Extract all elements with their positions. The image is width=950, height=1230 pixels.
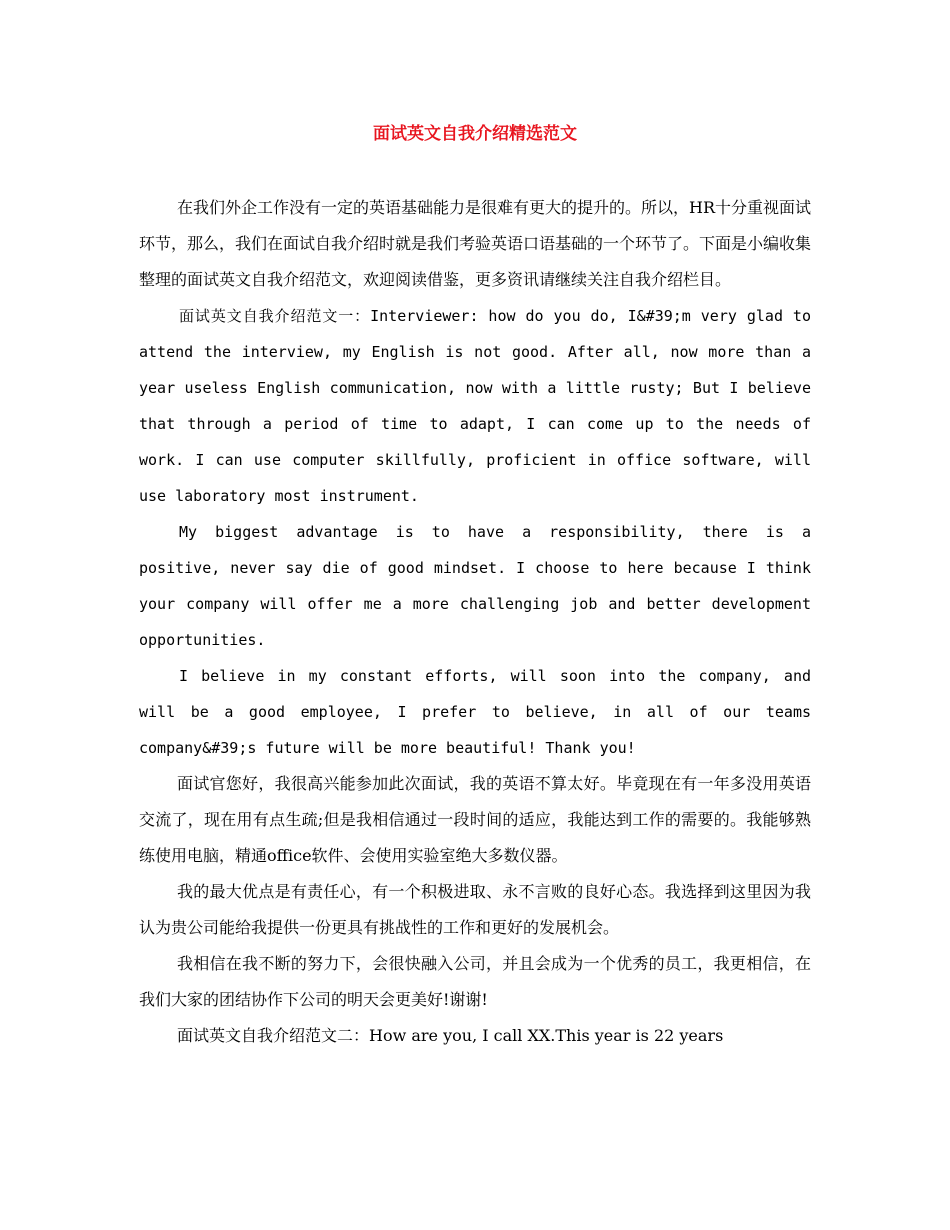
paragraph-belief-english: I believe in my constant efforts, will soon into the company, and will be a good employee, I prefer to believe, in all of our teams company&#39;s future will be more beautiful! Thank you! — [139, 667, 811, 757]
paragraph-belief-chinese: 我相信在我不断的努力下，会很快融入公司，并且会成为一个优秀的员工，我更相信，在我们大家的团结协作下公司的明天会更美好!谢谢! — [139, 954, 811, 1009]
paragraph-advantage-english: My biggest advantage is to have a responsibility, there is a positive, never say die of good mindset. I choose to here because I think your company will offer me a more challenging job and better development opportunities. — [139, 523, 811, 649]
paragraph-sample-two: 面试英文自我介绍范文二：How are you, I call XX.This year is 22 years — [177, 1026, 724, 1045]
document-body — [139, 190, 811, 1054]
document-title: 面试英文自我介绍精选范文 — [373, 124, 577, 144]
paragraph-advantage-chinese: 我的最大优点是有责任心，有一个积极进取、永不言败的良好心态。我选择到这里因为我认为贵公司能给我提供一份更具有挑战性的工作和更好的发展机会。 — [139, 882, 811, 937]
paragraph-intro: 在我们外企工作没有一定的英语基础能力是很难有更大的提升的。所以，HR十分重视面试环节，那么，我们在面试自我介绍时就是我们考验英语口语基础的一个环节了。下面是小编收集整理的面试英文自我介绍范文，欢迎阅读借鉴，更多资讯请继续关注自我介绍栏目。 — [139, 198, 812, 289]
paragraph-sample-one-chinese: 面试官您好，我很高兴能参加此次面试，我的英语不算太好。毕竟现在有一年多没用英语交流了，现在用有点生疏;但是我相信通过一段时间的适应，我能达到工作的需要的。我能够熟练使用电脑，精通office软件、会使用实验室绝大多数仪器。 — [139, 774, 811, 865]
paragraph-sample-one-english: 面试英文自我介绍范文一：Interviewer: how do you do, I&#39;m very glad to attend the interview, my English is not good. After all, now more than a year useless English communication, now with a little rusty; But I believe that through a period of time to adapt, I can come up to the needs of work. I can use computer skillfully, proficient in office software, will use laboratory most instrument. — [139, 307, 811, 505]
